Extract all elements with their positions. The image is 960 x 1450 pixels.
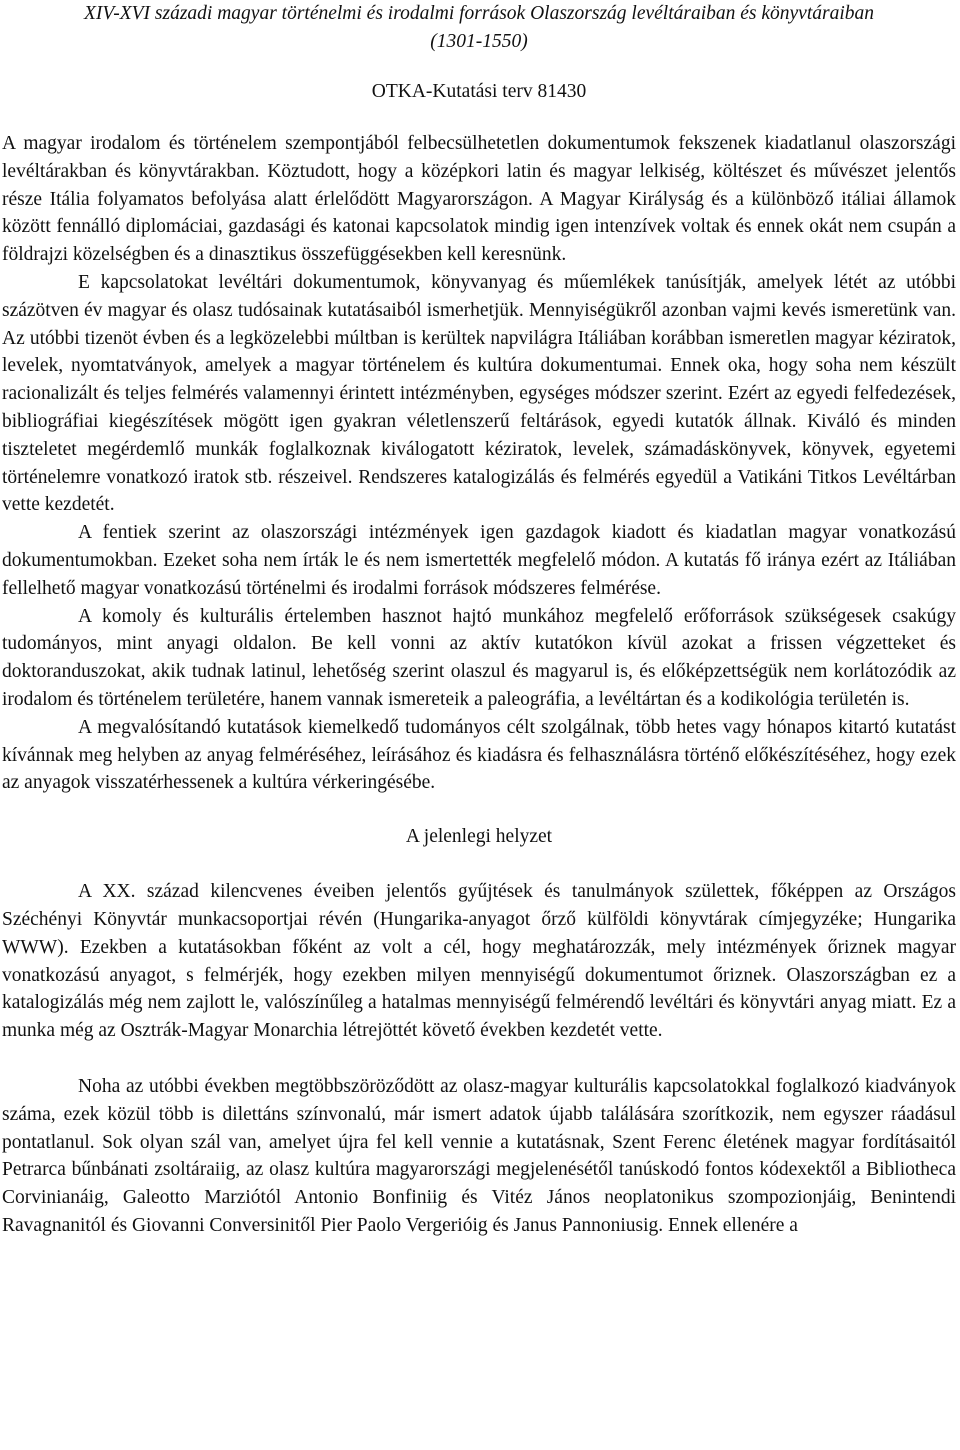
intro-paragraph-3: A fentiek szerint az olaszországi intézmények igen gazdagok kiadott és kiadatlan magyar vonatkozású dokumentumokban. Ezeket soha nem írták le és nem ismertették megfelelő módon. A kutatás fő iránya ezért az Itáliában fellelhető magyar vonatkozású történelmi és irodalmi források módszeres felmérése. <box>2 522 956 599</box>
section-heading-current-situation: A jelenlegi helyzet <box>405 826 553 848</box>
intro-paragraph-2: E kapcsolatokat levéltári dokumentumok, könyvanyag és műemlékek tanúsítják, amelyek létét az utóbbi százötven év magyar és olasz tudósainak kutatásaiból ismerhetjük. Mennyiségükről azonban vajmi kevés ismeretünk van. Az utóbbi tizenöt évben és a legközelebbi múltban is kerültek napvilágra Itáliában korábban ismeretlen magyar kéziratok, levelek, nyomtatványok, amelyek a magyar történelem és kultúra dokumentumai. Ennek oka, hogy soha nem készült racionalizált és teljes felmérés valamennyi érintett intézményben, egységes módszer szerint. Ezért az egyedi felfedezések, bibliográfiai kiegészítések mögött igen gyakran véletlenszerű feltárások, egyedi kutatók állnak. Kiváló és minden tiszteletet megérdemlő munkák foglalkoznak kiválogatott kéziratok, levelek, számadáskönyvek, könyvek, egyetemi történelemre vonatkozó iratok stb. részeivel. Rendszeres katalogizálás és felmérés egyedül a Vatikáni Titkos Levéltárban vette kezdetét. <box>2 271 956 516</box>
document-header <box>2 0 956 106</box>
current-situation-section <box>2 878 956 1240</box>
intro-paragraph-1: A magyar irodalom és történelem szempontjából felbecsülhetetlen dokumentumok fekszenek kiadatlanul olaszországi levéltárakban és könyvtárakban. Köztudott, hogy a középkori latin és magyar lelkiség, költészet és művészet jelentős része Itália folyamatos befolyása alatt érlelődött Magyarországon. A Magyar Királyság és a különböző itáliai államok között fennálló diplomáciai, gazdasági és katonai kapcsolatok mindig igen intenzívek voltak és ennek okát nem csupán a földrajzi közelségben és a dinasztikus összefüggésekben kell keresnünk. <box>2 133 956 266</box>
paragraph-spacer <box>2 1045 956 1073</box>
current-situation-paragraph-2: Noha az utóbbi években megtöbbszöröződött az olasz-magyar kulturális kapcsolatokkal foglalkozó kiadványok száma, ezek közül több is dilettáns színvonalú, már ismert adatok újabb találására szorítkozik, nem egyszer ráadásul pontatlanul. Sok olyan szál van, amelyet újra fel kell vennie a kutatásnak, Szent Ferenc életének magyar fordításaitól Petrarca bűnbánati zsoltáraiig, az olasz kultúra magyarországi megjelenésétől tanúskodó fontos kódexektől a Bibliotheca Corvinianáig, Galeotto Marziótól Antonio Bonfiniig és Vitéz János neoplatonikus szompozionjáig, Benintendi Ravagnanitól és Giovanni Conversinitől Pier Paolo Vergerióig és Janus Pannoniusig. Ennek ellenére a <box>2 1075 956 1236</box>
current-situation-paragraph-1: A XX. század kilencvenes éveiben jelentős gyűjtések és tanulmányok születtek, főképpen az Országos Széchényi Könyvtár munkacsoportjai révén (Hungarika-anyagot őrző külföldi könyvtárak címjegyzéke; Hungarika WWW). Ezekben a kutatásokban főként az volt a cél, hogy meghatározzák, mely intézmények őriznek magyar vonatkozású anyagot, s felmérjék, hogy ezekben milyen mennyiségű dokumentumot őriznek. Olaszországban ez a katalogizálás még nem zajlott le, valószínűleg a hatalmas mennyiségű felmérendő levéltári és könyvtári anyag miatt. Ez a munka még az Osztrák-Magyar Monarchia létrejöttét követő években kezdetét vette. <box>2 881 956 1042</box>
document-title <box>2 0 956 56</box>
intro-paragraph-4: A komoly és kulturális értelemben hasznot hajtó munkához megfelelő erőforrások szükségesek csakúgy tudományos, mint anyagi oldalon. Be kell vonni az aktív kutatókon kívül azokat a frissen végzetteket és doktoranduszokat, akik tudnak latinul, lehetőség szerint olaszul és magyarul is, és előképzettségük nem korlátozódik az irodalom és történelem területére, hanem vannak ismereteik a paleográfia, a levéltártan és a kodikológia területén is. <box>2 605 956 710</box>
project-id: OTKA-Kutatási terv 81430 <box>371 81 587 102</box>
title-line-1: XIV-XVI századi magyar történelmi és irodalmi források Olaszország levéltáraiban és könyvtáraiban <box>83 3 875 24</box>
title-line-2: (1301-1550) <box>430 31 528 52</box>
intro-section <box>2 130 956 797</box>
intro-paragraph-5: A megvalósítandó kutatások kiemelkedő tudományos célt szolgálnak, több hetes vagy hónapos kitartó kutatást kívánnak meg helyben az anyag felméréséhez, leírásához és kiadásra és felhasználásra történő előkészítéséhez, hogy ezek az anyagok visszatérhessenek a kultúra vérkeringésébe. <box>2 716 956 794</box>
